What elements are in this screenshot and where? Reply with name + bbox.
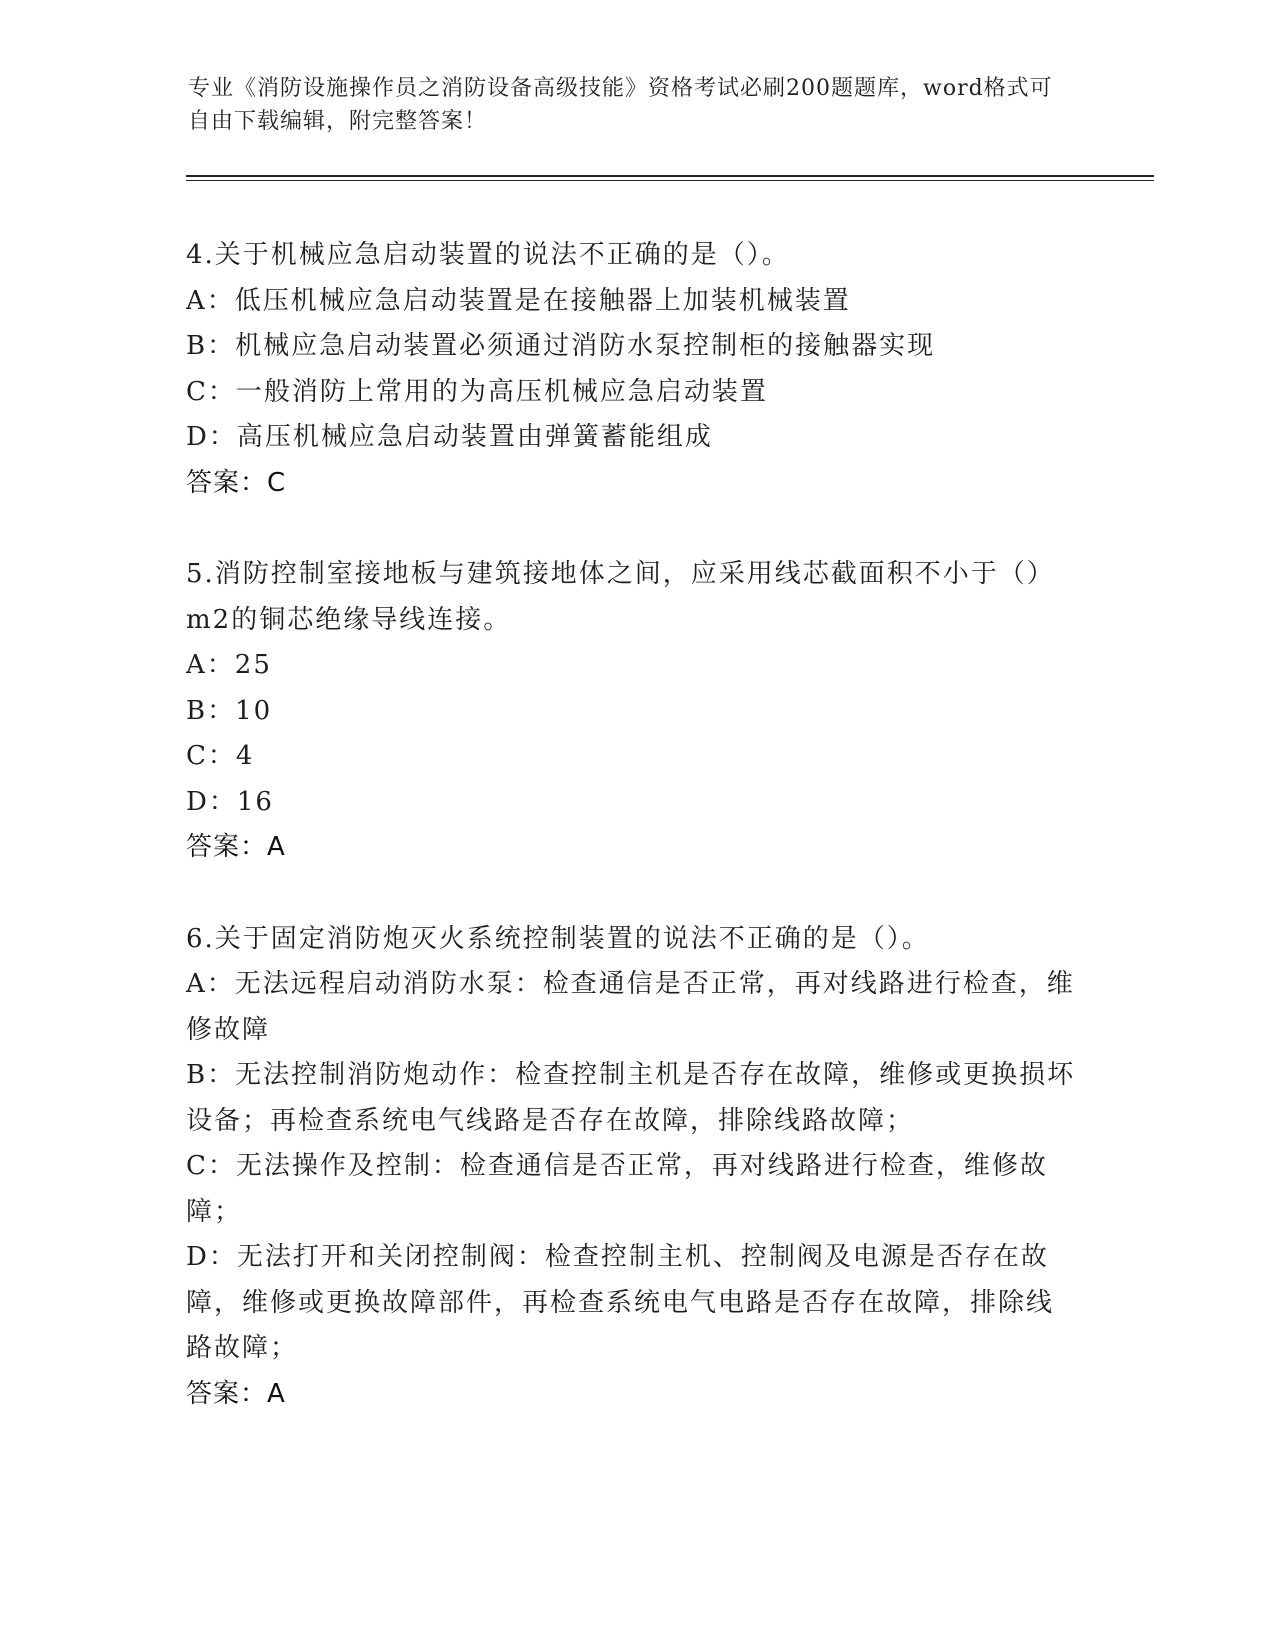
question-4 bbox=[186, 233, 1076, 506]
page-header: 专业《消防设施操作员之消防设备高级技能》资格考试必刷200题题库，word格式可自由下载编辑，附完整答案！ bbox=[188, 76, 1053, 134]
question-list bbox=[186, 233, 1076, 1463]
option-a: A：低压机械应急启动装置是在接触器上加装机械装置 bbox=[186, 285, 851, 316]
question-stem: 4.关于机械应急启动装置的说法不正确的是（）。 bbox=[186, 240, 790, 270]
header-divider-thick bbox=[186, 175, 1154, 177]
question-5 bbox=[186, 552, 1076, 871]
option-d: D：16 bbox=[186, 786, 274, 817]
question-6 bbox=[186, 917, 1076, 1418]
option-b: B：10 bbox=[186, 695, 273, 726]
option-c: C：4 bbox=[186, 741, 255, 771]
header-divider-thin bbox=[186, 180, 1154, 181]
answer-text: 答案：C bbox=[186, 467, 287, 498]
answer-text: 答案：A bbox=[186, 1378, 286, 1409]
option-c: C：无法操作及控制：检查通信是否正常，再对线路进行检查，维修故障； bbox=[186, 1151, 1048, 1227]
option-b: B：机械应急启动装置必须通过消防水泵控制柜的接触器实现 bbox=[186, 331, 936, 361]
option-c: C：一般消防上常用的为高压机械应急启动装置 bbox=[186, 376, 768, 407]
option-b: B：无法控制消防炮动作：检查控制主机是否存在故障，维修或更换损坏设备；再检查系统电气线路是否存在故障，排除线路故障； bbox=[186, 1060, 1076, 1136]
option-a: A：25 bbox=[186, 650, 272, 680]
option-a: A：无法远程启动消防水泵：检查通信是否正常，再对线路进行检查，维修故障 bbox=[186, 969, 1075, 1045]
option-d: D：高压机械应急启动装置由弹簧蓄能组成 bbox=[186, 422, 713, 452]
question-stem: 5.消防控制室接地板与建筑接地体之间，应采用线芯截面积不小于（）m2的铜芯绝缘导线连接。 bbox=[186, 559, 1055, 635]
answer-text: 答案：A bbox=[186, 832, 286, 862]
option-d: D：无法打开和关闭控制阀：检查控制主机、控制阀及电源是否存在故障，维修或更换故障部件，再检查系统电气电路是否存在故障，排除线路故障； bbox=[186, 1242, 1055, 1363]
question-stem: 6.关于固定消防炮灭火系统控制装置的说法不正确的是（）。 bbox=[186, 923, 930, 954]
